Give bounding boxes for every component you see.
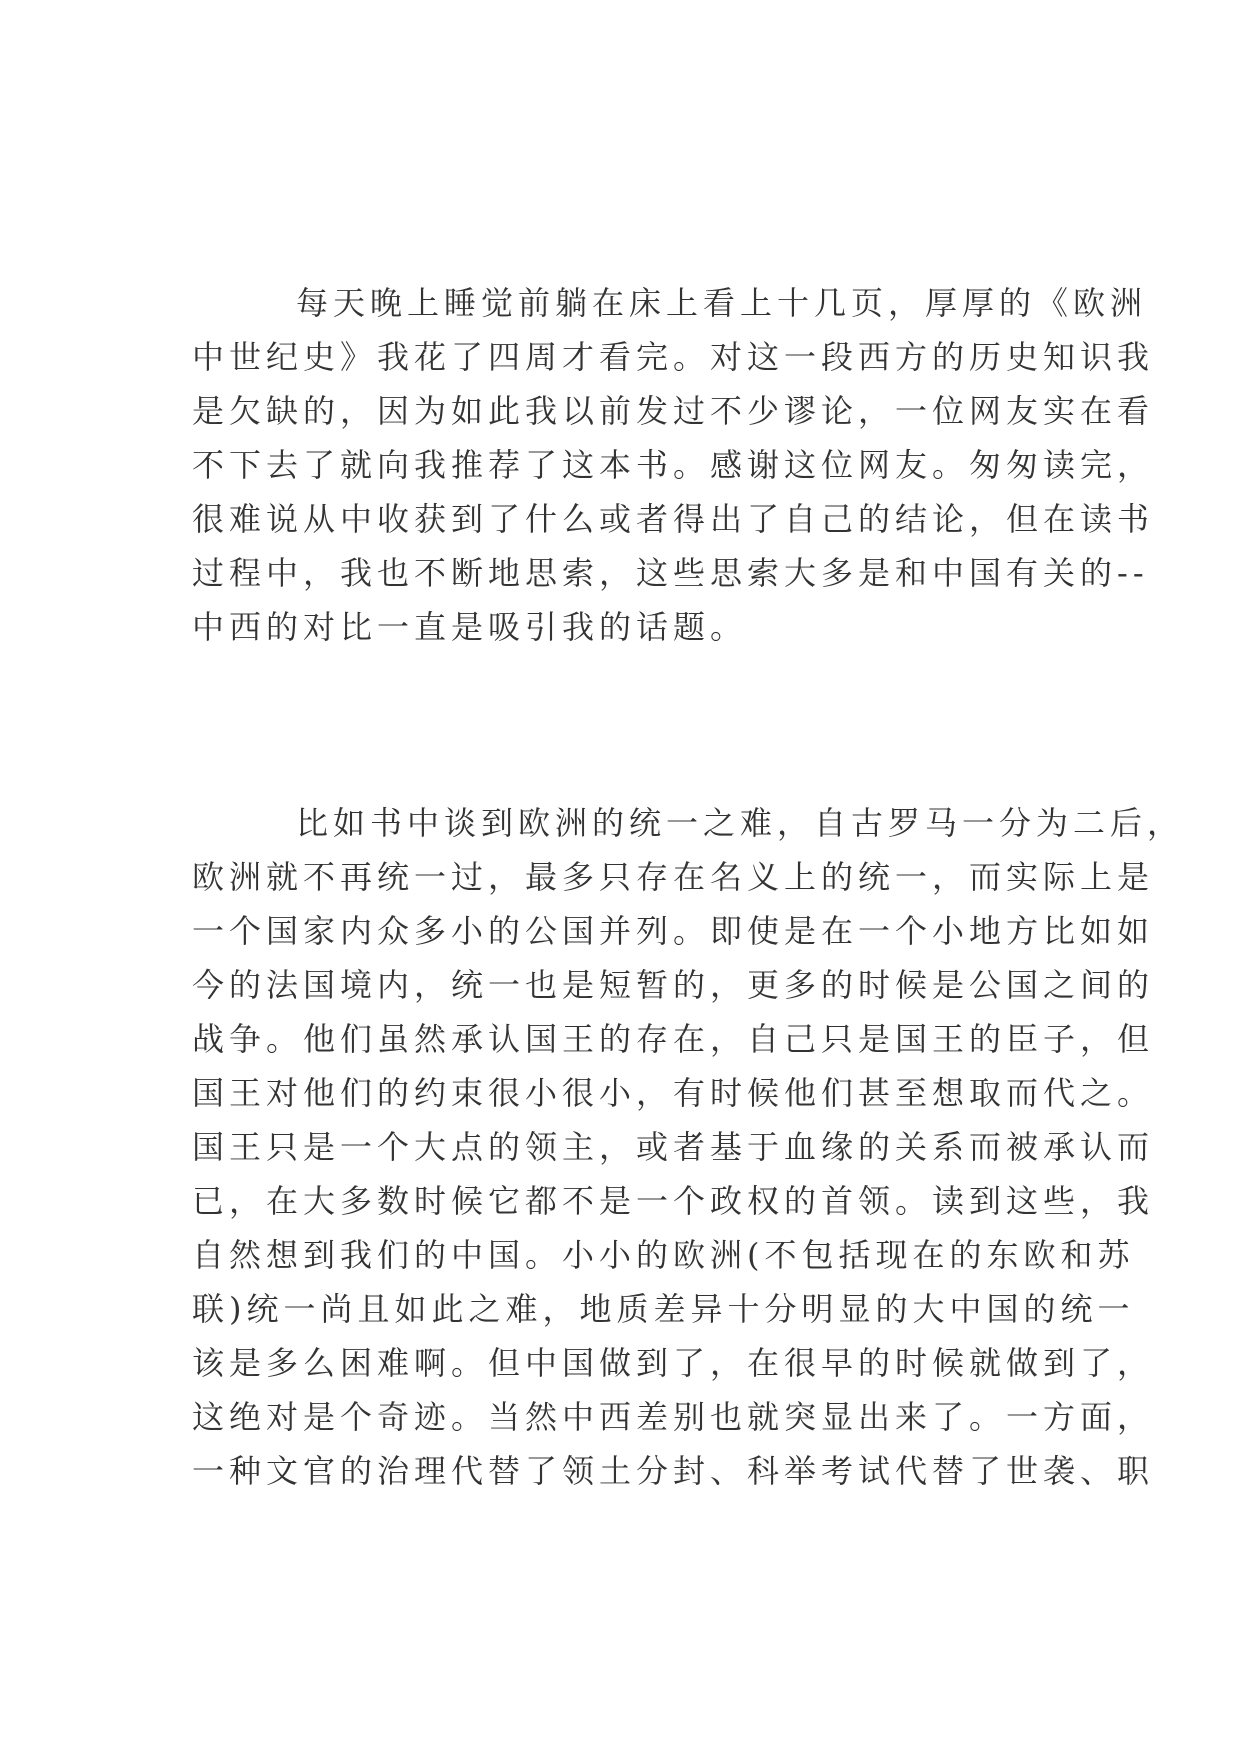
paragraph-line: 一个国家内众多小的公国并列。即使是在一个小地方比如如: [192, 912, 1155, 950]
paragraph-line: 是欠缺的，因为如此我以前发过不少谬论，一位网友实在看: [192, 392, 1155, 430]
paragraph-line: 中世纪史》我花了四周才看完。对这一段西方的历史知识我: [192, 338, 1155, 376]
paragraph-line: 比如书中谈到欧洲的统一之难，自古罗马一分为二后，: [296, 804, 1185, 842]
paragraph-line: 一种文官的治理代替了领土分封、科举考试代替了世袭、职: [192, 1452, 1155, 1490]
paragraph-line: 国王对他们的约束很小很小，有时候他们甚至想取而代之。: [192, 1074, 1155, 1112]
paragraph-1: [192, 276, 1155, 654]
paragraph-line: 已，在大多数时候它都不是一个政权的首领。读到这些，我: [192, 1182, 1155, 1220]
paragraph-line: 自然想到我们的中国。小小的欧洲(不包括现在的东欧和苏: [192, 1236, 1135, 1274]
paragraph-line: 联)统一尚且如此之难，地质差异十分明显的大中国的统一: [192, 1290, 1135, 1328]
paragraph-2: [192, 796, 1185, 1498]
paragraph-line: 国王只是一个大点的领主，或者基于血缘的关系而被承认而: [192, 1128, 1155, 1166]
paragraph-line: 今的法国境内，统一也是短暂的，更多的时候是公国之间的: [192, 966, 1155, 1004]
paragraph-line: 很难说从中收获到了什么或者得出了自己的结论，但在读书: [192, 500, 1155, 538]
paragraph-line: 过程中，我也不断地思索，这些思索大多是和中国有关的--: [192, 554, 1149, 592]
paragraph-line: 欧洲就不再统一过，最多只存在名义上的统一，而实际上是: [192, 858, 1155, 896]
paragraph-line: 中西的对比一直是吸引我的话题。: [192, 608, 748, 646]
paragraph-line: 这绝对是个奇迹。当然中西差别也就突显出来了。一方面，: [192, 1398, 1155, 1436]
paragraph-line: 不下去了就向我推荐了这本书。感谢这位网友。匆匆读完，: [192, 446, 1155, 484]
paragraph-line: 该是多么困难啊。但中国做到了，在很早的时候就做到了，: [192, 1344, 1155, 1382]
paragraph-line: 每天晚上睡觉前躺在床上看上十几页，厚厚的《欧洲: [296, 284, 1148, 322]
paragraph-line: 战争。他们虽然承认国王的存在，自己只是国王的臣子，但: [192, 1020, 1155, 1058]
